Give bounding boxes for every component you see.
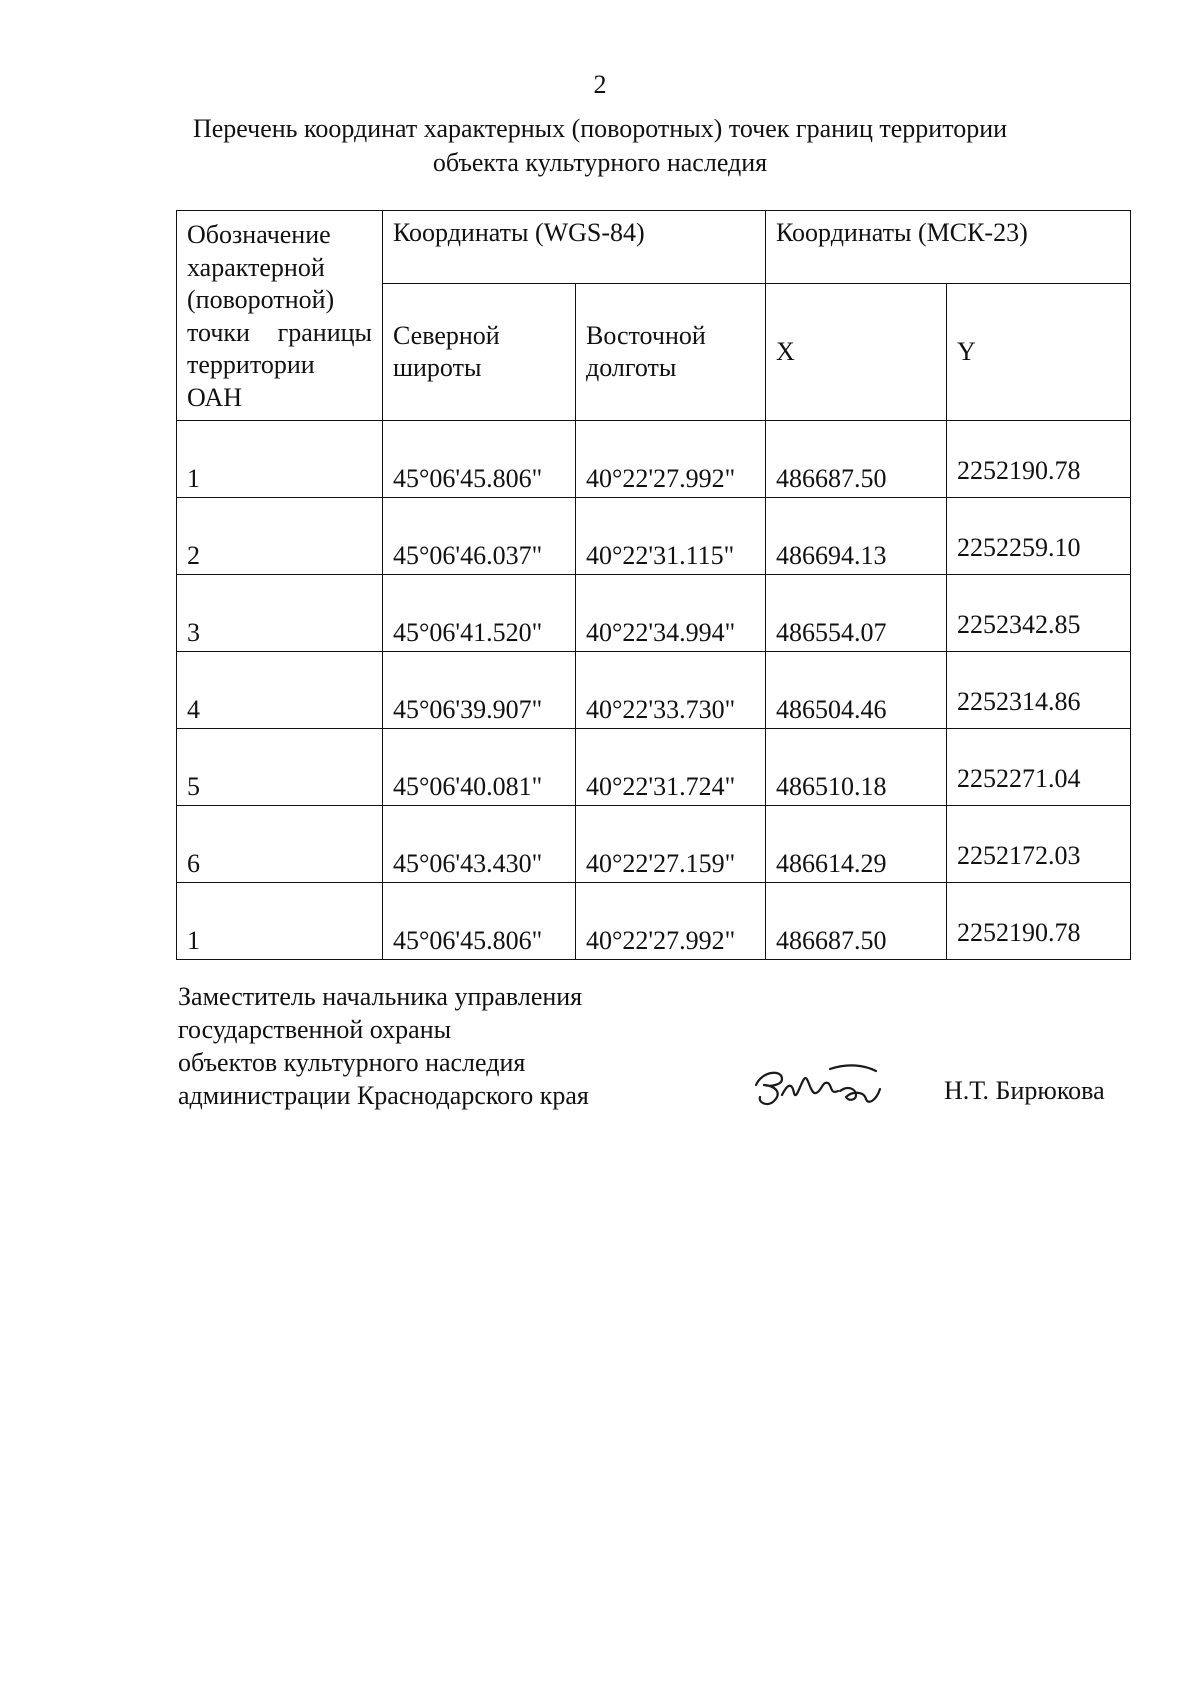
header-east-longitude-line-2: долготы — [586, 352, 677, 382]
signatory-position-line-3: объектов культурного наследия — [178, 1048, 526, 1077]
table-header-row-1 — [177, 211, 1131, 284]
cell-x: 486694.13 — [766, 498, 947, 575]
cell-latitude: 45°06'40.081" — [383, 729, 576, 806]
header-x: X — [766, 283, 947, 420]
table-row — [177, 652, 1131, 729]
cell-x: 486504.46 — [766, 652, 947, 729]
cell-y: 2252314.86 — [947, 652, 1131, 729]
signatory-position-line-4: администрации Краснодарского края — [178, 1081, 589, 1110]
cell-latitude: 45°06'45.806" — [383, 883, 576, 960]
signatory-position-line-1: Заместитель начальника управления — [178, 982, 583, 1011]
header-north-latitude-line-1: Северной — [393, 320, 500, 350]
cell-y: 2252259.10 — [947, 498, 1131, 575]
cell-x: 486554.07 — [766, 575, 947, 652]
cell-x: 486687.50 — [766, 421, 947, 498]
signatory-position — [178, 980, 589, 1112]
document-title-line-1: Перечень координат характерных (поворотных) точек границ территории — [192, 114, 1008, 143]
header-point-designation: Обозначение характерной (поворотной) точки границы территории ОАН — [177, 211, 383, 421]
cell-y: 2252190.78 — [947, 883, 1131, 960]
cell-longitude: 40°22'27.992" — [576, 421, 766, 498]
cell-latitude: 45°06'39.907" — [383, 652, 576, 729]
cell-x: 486510.18 — [766, 729, 947, 806]
header-north-latitude — [383, 283, 576, 420]
cell-point: 2 — [177, 498, 383, 575]
header-wgs84: Координаты (WGS-84) — [383, 211, 766, 284]
cell-longitude: 40°22'34.994" — [576, 575, 766, 652]
table-row — [177, 575, 1131, 652]
cell-y: 2252342.85 — [947, 575, 1131, 652]
cell-point: 3 — [177, 575, 383, 652]
cell-latitude: 45°06'41.520" — [383, 575, 576, 652]
header-north-latitude-line-2: широты — [393, 352, 482, 382]
cell-x: 486687.50 — [766, 883, 947, 960]
cell-y: 2252271.04 — [947, 729, 1131, 806]
cell-longitude: 40°22'27.992" — [576, 883, 766, 960]
document-title — [0, 112, 1200, 180]
table-row — [177, 883, 1131, 960]
cell-y: 2252172.03 — [947, 806, 1131, 883]
cell-longitude: 40°22'27.159" — [576, 806, 766, 883]
cell-latitude: 45°06'45.806" — [383, 421, 576, 498]
table-row — [177, 421, 1131, 498]
header-east-longitude — [576, 283, 766, 420]
page-number: 2 — [593, 70, 607, 99]
table-row — [177, 729, 1131, 806]
cell-point: 6 — [177, 806, 383, 883]
cell-longitude: 40°22'31.724" — [576, 729, 766, 806]
cell-longitude: 40°22'33.730" — [576, 652, 766, 729]
document-title-line-2: объекта культурного наследия — [432, 148, 768, 177]
handwritten-signature — [752, 1055, 887, 1115]
cell-point: 5 — [177, 729, 383, 806]
cell-point: 4 — [177, 652, 383, 729]
header-msk23: Координаты (МСК-23) — [766, 211, 1131, 284]
signatory-position-line-2: государственной охраны — [178, 1015, 452, 1044]
cell-latitude: 45°06'43.430" — [383, 806, 576, 883]
table-row — [177, 498, 1131, 575]
cell-latitude: 45°06'46.037" — [383, 498, 576, 575]
cell-x: 486614.29 — [766, 806, 947, 883]
cell-point: 1 — [177, 421, 383, 498]
cell-point: 1 — [177, 883, 383, 960]
table-row — [177, 806, 1131, 883]
coordinates-table — [176, 210, 1131, 960]
cell-longitude: 40°22'31.115" — [576, 498, 766, 575]
signer-name: Н.Т. Бирюкова — [944, 1076, 1105, 1105]
header-east-longitude-line-1: Восточной — [586, 320, 706, 350]
cell-y: 2252190.78 — [947, 421, 1131, 498]
header-y: Y — [947, 283, 1131, 420]
